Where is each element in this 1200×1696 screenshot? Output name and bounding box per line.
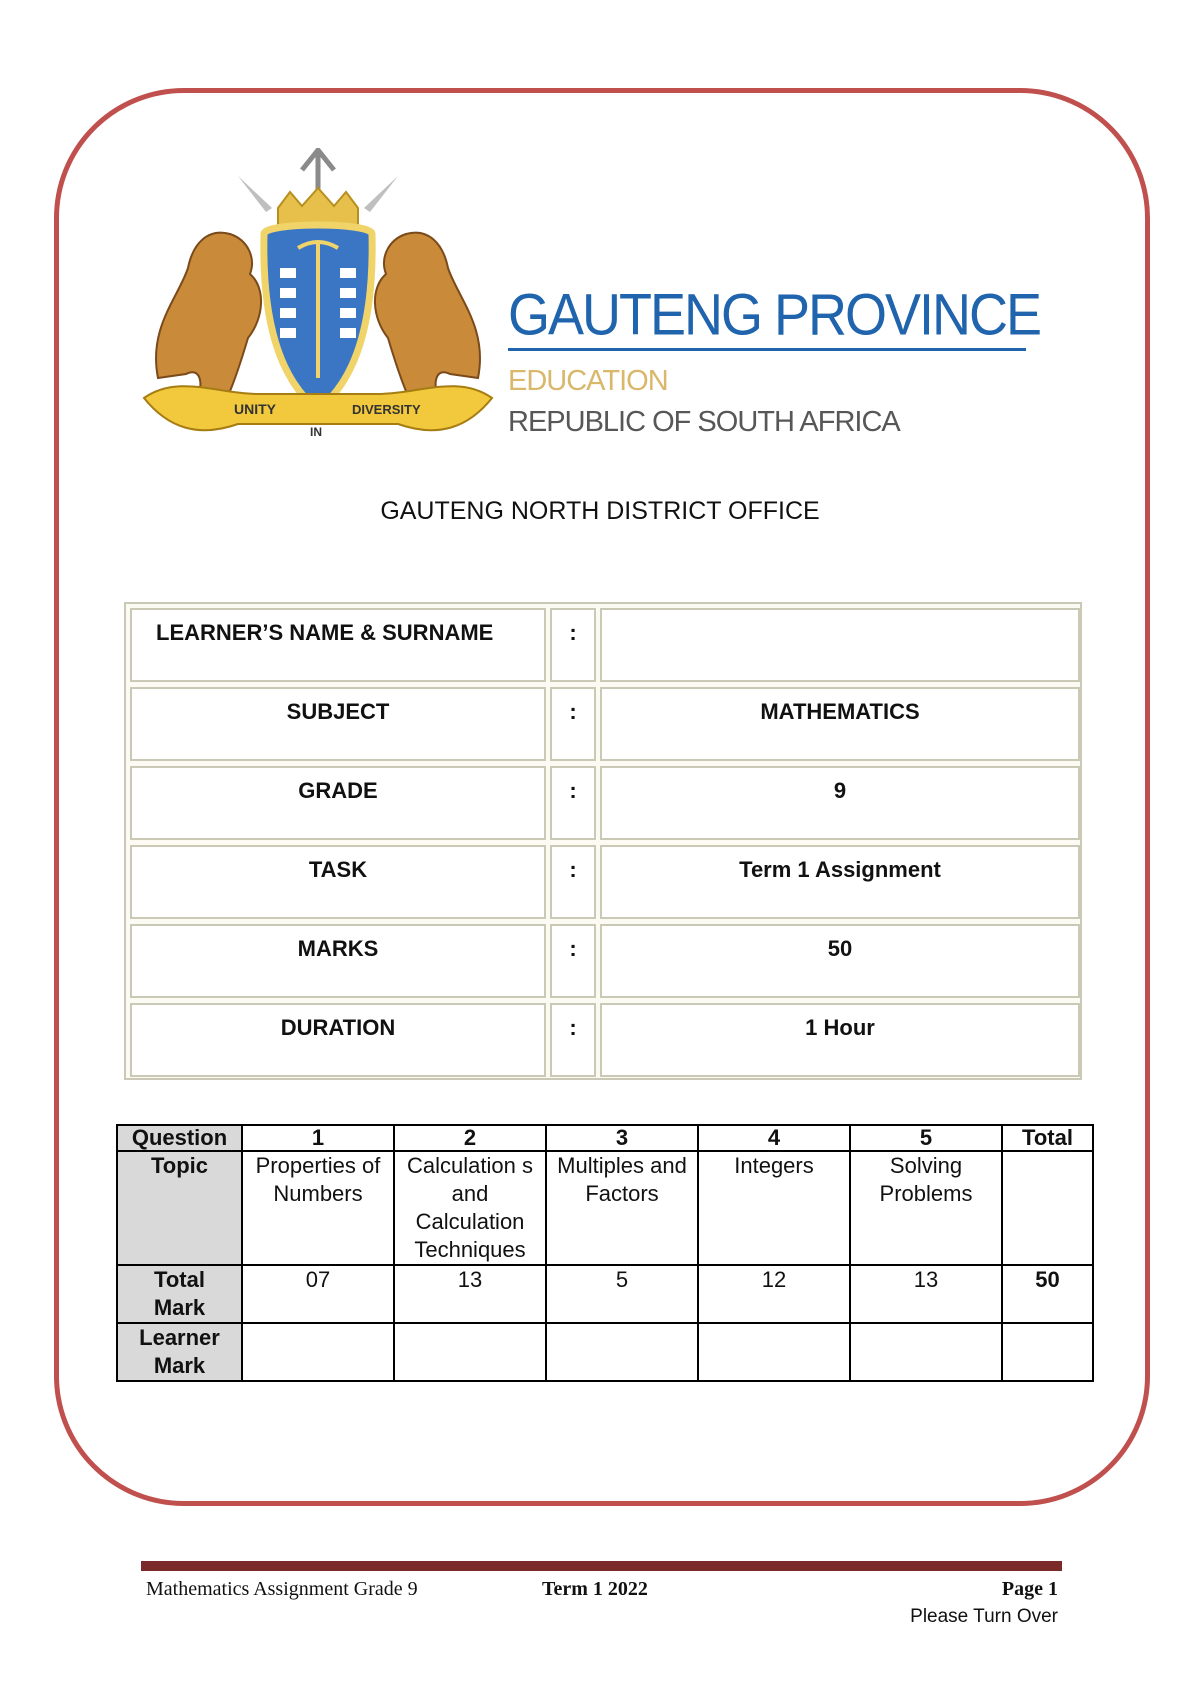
learner-mark-cell[interactable] [546, 1323, 698, 1381]
topic-row [117, 1151, 1093, 1265]
row-header-learner-mark: Learner Mark [117, 1323, 242, 1381]
info-value-marks: 50 [600, 924, 1080, 998]
org-department: EDUCATION [508, 365, 668, 397]
info-label: SUBJECT [130, 687, 546, 761]
motto-in: IN [310, 425, 322, 439]
learner-mark-total-cell[interactable] [1002, 1323, 1093, 1381]
info-label: LEARNER’S NAME & SURNAME [130, 608, 546, 682]
org-underline [508, 348, 1026, 351]
question-number: 4 [698, 1125, 850, 1151]
footer-document-title: Mathematics Assignment Grade 9 [146, 1578, 418, 1600]
learner-mark-cell[interactable] [850, 1323, 1002, 1381]
info-value-grade: 9 [600, 766, 1080, 840]
total-header: Total [1002, 1125, 1093, 1151]
question-row [117, 1125, 1093, 1151]
learner-mark-cell[interactable] [698, 1323, 850, 1381]
info-colon: : [550, 608, 596, 682]
info-colon: : [550, 1003, 596, 1077]
page-footer [146, 1578, 1058, 1608]
marks-breakdown-table [116, 1124, 1094, 1382]
info-colon: : [550, 924, 596, 998]
total-mark-row [117, 1265, 1093, 1323]
topic-cell: Integers [698, 1151, 850, 1265]
district-office-title: GAUTENG NORTH DISTRICT OFFICE [380, 497, 820, 525]
org-country: REPUBLIC OF SOUTH AFRICA [508, 406, 900, 438]
question-number: 1 [242, 1125, 394, 1151]
info-colon: : [550, 766, 596, 840]
info-label: MARKS [130, 924, 546, 998]
topic-total-cell [1002, 1151, 1093, 1265]
question-number: 2 [394, 1125, 546, 1151]
info-colon: : [550, 845, 596, 919]
organisation-block [508, 282, 1041, 438]
total-mark-cell: 07 [242, 1265, 394, 1323]
learner-mark-row [117, 1323, 1093, 1381]
info-label: TASK [130, 845, 546, 919]
info-value-subject: MATHEMATICS [600, 687, 1080, 761]
total-mark-cell: 5 [546, 1265, 698, 1323]
row-header-total-mark: Total Mark [117, 1265, 242, 1323]
topic-cell: Solving Problems [850, 1151, 1002, 1265]
topic-cell: Properties of Numbers [242, 1151, 394, 1265]
info-row-duration [130, 1003, 1080, 1077]
info-value-duration: 1 Hour [600, 1003, 1080, 1077]
info-value-task: Term 1 Assignment [600, 845, 1080, 919]
footer-rule [141, 1561, 1062, 1571]
motto-unity: UNITY [234, 401, 276, 417]
motto-diversity: DIVERSITY [352, 402, 421, 417]
total-mark-cell: 12 [698, 1265, 850, 1323]
info-row-learner-name [130, 608, 1080, 682]
learner-info-table [124, 602, 1082, 1080]
row-header-topic: Topic [117, 1151, 242, 1265]
question-number: 5 [850, 1125, 1002, 1151]
topic-cell: Calculation s and Calculation Techniques [394, 1151, 546, 1265]
total-mark-cell: 13 [394, 1265, 546, 1323]
row-header-question: Question [117, 1125, 242, 1151]
footer-term: Term 1 2022 [542, 1578, 648, 1600]
topic-cell: Multiples and Factors [546, 1151, 698, 1265]
info-row-marks [130, 924, 1080, 998]
info-label: DURATION [130, 1003, 546, 1077]
info-row-task [130, 845, 1080, 919]
org-name: GAUTENG PROVINCE [508, 282, 1041, 348]
footer-turn-over-note: Please Turn Over [910, 1606, 1058, 1627]
info-row-subject [130, 687, 1080, 761]
footer-page-number: Page 1 [1001, 1578, 1058, 1600]
learner-mark-cell[interactable] [242, 1323, 394, 1381]
info-row-grade [130, 766, 1080, 840]
learner-mark-cell[interactable] [394, 1323, 546, 1381]
grand-total-cell: 50 [1002, 1265, 1093, 1323]
question-number: 3 [546, 1125, 698, 1151]
total-mark-cell: 13 [850, 1265, 1002, 1323]
info-colon: : [550, 687, 596, 761]
info-label: GRADE [130, 766, 546, 840]
info-value-learner-name[interactable] [600, 608, 1080, 682]
coat-of-arms-logo [138, 148, 498, 448]
